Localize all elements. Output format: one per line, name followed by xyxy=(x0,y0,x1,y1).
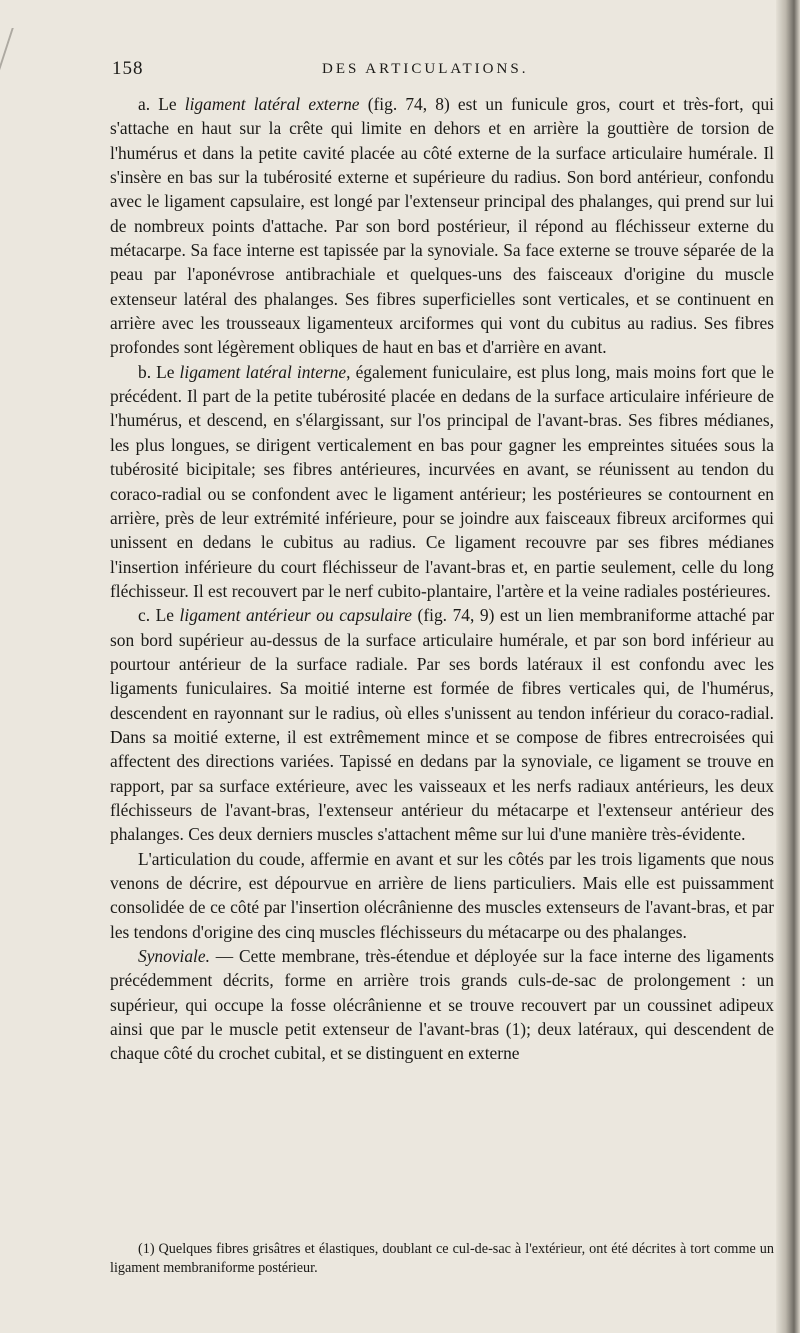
running-head: DES ARTICULATIONS. xyxy=(322,61,529,77)
margin-pencil-mark xyxy=(0,28,34,88)
paragraph-body: (fig. 74, 8) est un funicule gros, court et très-fort, qui s'attache en haut sur la crête qui limite en dehors et en arrière la gouttière de torsion de l'humérus et dans la petite cavité placée au côté externe de la surface articulaire humérale. Il s'insère en bas sur la tubérosité externe et supérieure du radius. Son bord antérieur, confondu avec le ligament capsulaire, est longé par l'extenseur principal des phalanges, qui prend sur lui de nombreux points d'attache. Par son bord postérieur, il répond au fléchisseur externe du métacarpe. Sa face interne est tapissée par la synoviale. Sa face externe se trouve séparée de la peau par l'aponévrose antibrachiale et quelques-uns des faisceaux d'origine du muscle extenseur latéral des phalanges. Ses fibres superficielles sont verticales, et se continuent en arrière avec les trousseaux ligamenteux arciformes qui vont du cubitus au radius. Ses fibres profondes sont légèrement obliques de haut en bas et d'arrière en avant. xyxy=(110,94,774,358)
paragraph-title: Synoviale. xyxy=(138,946,210,967)
paragraph-elbow-articulation xyxy=(110,847,774,944)
paragraph-body: L'articulation du coude, affermie en avant et sur les côtés par les trois ligaments que nous venons de décrire, est dépourvue en arrière de liens particuliers. Mais elle est puissamment consolidée de ce côté par l'insertion olécrânienne des muscles extenseurs de l'avant-bras, et par les tendons d'origine des cinq muscles fléchisseurs du métacarpe ou des phalanges. xyxy=(110,848,774,942)
paragraph-lead: a. Le xyxy=(138,94,185,114)
paragraph-lateral-external-ligament xyxy=(110,92,774,360)
footnote xyxy=(110,1240,774,1278)
paragraph-title: ligament latéral interne xyxy=(179,361,347,382)
paragraph-body: , également funiculaire, est plus long, mais moins fort que le précédent. Il part de la petite tubérosité placée en dedans de la surface articulaire inférieure de l'humérus, et descend, en s'élargissant, sur l'os principal de l'avant-bras. Ses fibres médianes, les plus longues, se dirigent verticalement en bas pour gagner les empreintes situées sous la tubérosité bicipitale; ses fibres antérieures, incurvées en avant, se réunissent au tendon du coraco-radial ou se confondent avec le ligament antérieur; les postérieures se contournent en arrière, près de leur extrémité inférieure, pour se joindre aux faisceaux fibreux arciformes qui unissent en dedans le cubitus au radius. Ce ligament recouvre par ses fibres médianes l'insertion inférieure du court fléchisseur de l'avant-bras et, en partie seulement, celle du long fléchisseur. Il est recouvert par le nerf cubito-plantaire, l'artère et la veine radiales postérieures. xyxy=(110,361,774,601)
paragraph-synovial xyxy=(110,944,774,1066)
paragraph-title: ligament antérieur ou capsulaire xyxy=(179,605,412,626)
paragraph-title: ligament latéral externe xyxy=(184,94,360,114)
paragraph-body: — Cette membrane, très-étendue et déployée sur la face interne des ligaments précédemment décrits, forme en arrière trois grands culs-de-sac de prolongement : un supérieur, qui occupe la fosse olécrânienne et se trouve recouvert par un coussinet adipeux ainsi que par le muscle petit extenseur de l'avant-bras (1); deux latéraux, qui descendent de chaque côté du crochet cubital, et se distinguent en externe xyxy=(110,946,774,1064)
paragraph-anterior-ligament xyxy=(110,603,774,846)
paragraph-lateral-internal-ligament xyxy=(110,360,774,603)
paragraph-lead: c. Le xyxy=(138,605,180,626)
footnote-text: (1) Quelques fibres grisâtres et élastiques, doublant ce cul-de-sac à l'extérieur, ont été décrites à tort comme un ligament membraniforme postérieur. xyxy=(110,1241,774,1276)
page-number: 158 xyxy=(112,58,144,79)
body-text xyxy=(110,92,774,1066)
page-gutter-shadow xyxy=(776,0,800,1333)
page-header xyxy=(112,58,712,84)
paragraph-lead: b. Le xyxy=(138,361,180,382)
paragraph-body: (fig. 74, 9) est un lien membraniforme attaché par son bord supérieur au-dessus de la surface articulaire humérale, et par son bord inférieur au pourtour antérieur de la surface radiale. Par ses bords latéraux il est confondu avec les ligaments funiculaires. Sa moitié interne est formée de fibres verticales qui, de l'humérus, descendent en rayonnant sur le radius, où elles s'unissent au tendon inférieur du coraco-radial. Dans sa moitié externe, il est extrêmement mince et se compose de fibres entrecroisées qui affectent des directions variées. Tapissé en dedans par la synoviale, ce ligament se trouve en rapport, par sa surface extérieure, avec les vaisseaux et les nerfs radiaux antérieurs, les deux fléchisseurs de l'avant-bras, l'extenseur antérieur du métacarpe et l'extenseur antérieur des phalanges. Ces deux derniers muscles s'attachent même sur lui d'une manière très-évidente. xyxy=(110,605,774,845)
